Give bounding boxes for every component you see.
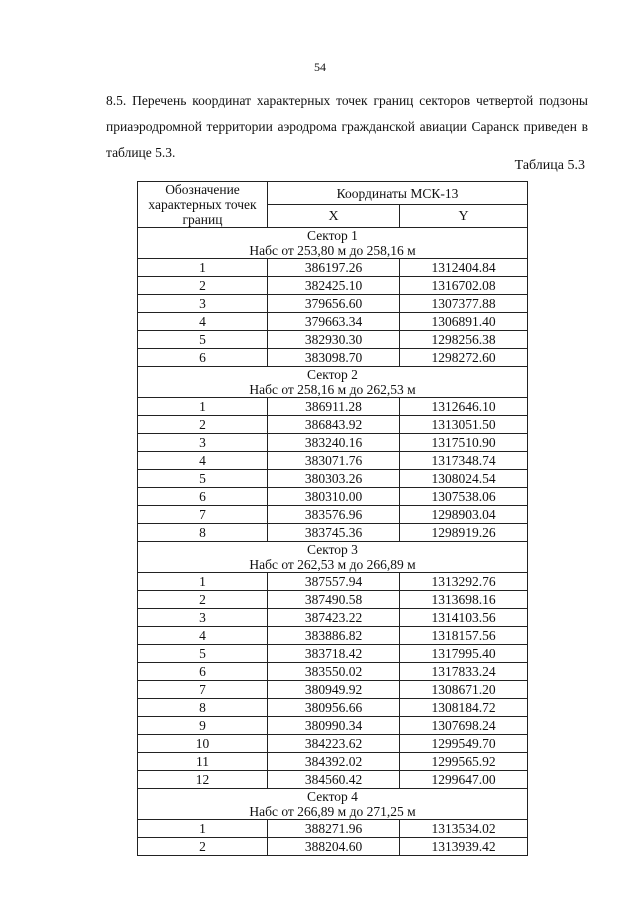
sector-height-range: Набс от 266,89 м до 271,25 м [249, 804, 416, 819]
sector-header [138, 367, 528, 398]
y-coordinate-cell: 1308024.54 [400, 470, 528, 488]
table-row [138, 717, 528, 735]
y-coordinate-cell: 1307538.06 [400, 488, 528, 506]
table-row [138, 452, 528, 470]
y-coordinate-cell: 1314103.56 [400, 609, 528, 627]
x-coordinate-cell: 387490.58 [268, 591, 400, 609]
x-coordinate-cell: 388204.60 [268, 838, 400, 856]
point-number-cell: 6 [138, 488, 268, 506]
point-number-cell: 3 [138, 434, 268, 452]
y-coordinate-cell: 1307377.88 [400, 295, 528, 313]
x-coordinate-cell: 379656.60 [268, 295, 400, 313]
table-row [138, 313, 528, 331]
x-coordinate-cell: 380956.66 [268, 699, 400, 717]
table-row [138, 295, 528, 313]
y-coordinate-cell: 1312646.10 [400, 398, 528, 416]
x-coordinate-cell: 380310.00 [268, 488, 400, 506]
intro-paragraph: 8.5. Перечень координат характерных точек границ секторов четвертой подзоны приаэродромной территории аэродрома гражданской авиации Саранск приведен в таблице 5.3. [106, 93, 588, 160]
x-coordinate-cell: 380949.92 [268, 681, 400, 699]
x-coordinate-cell: 382425.10 [268, 277, 400, 295]
table-body [138, 228, 528, 856]
table-row [138, 524, 528, 542]
point-number-cell: 2 [138, 838, 268, 856]
point-number-cell: 4 [138, 452, 268, 470]
table-row [138, 627, 528, 645]
sector-height-range: Набс от 262,53 м до 266,89 м [249, 557, 416, 572]
x-coordinate-cell: 379663.34 [268, 313, 400, 331]
table-row [138, 663, 528, 681]
x-coordinate-cell: 382930.30 [268, 331, 400, 349]
sector-title: Сектор 4 [307, 789, 358, 804]
table-row [138, 699, 528, 717]
point-number-cell: 7 [138, 506, 268, 524]
table-row [138, 573, 528, 591]
table-row [138, 416, 528, 434]
table-row [138, 645, 528, 663]
x-coordinate-cell: 383576.96 [268, 506, 400, 524]
y-coordinate-cell: 1317995.40 [400, 645, 528, 663]
sector-header [138, 789, 528, 820]
point-number-cell: 11 [138, 753, 268, 771]
x-coordinate-cell: 380303.26 [268, 470, 400, 488]
table-row [138, 470, 528, 488]
point-number-cell: 10 [138, 735, 268, 753]
page-number: 54 [314, 60, 326, 74]
y-coordinate-cell: 1313698.16 [400, 591, 528, 609]
x-coordinate-cell: 383071.76 [268, 452, 400, 470]
point-number-cell: 9 [138, 717, 268, 735]
x-coordinate-cell: 384223.62 [268, 735, 400, 753]
table-row [138, 398, 528, 416]
point-number-cell: 7 [138, 681, 268, 699]
y-coordinate-cell: 1313292.76 [400, 573, 528, 591]
table-row [138, 609, 528, 627]
sector-header-row [138, 789, 528, 820]
point-number-cell: 4 [138, 313, 268, 331]
x-coordinate-cell: 384560.42 [268, 771, 400, 789]
header-x: X [268, 205, 400, 228]
sector-header-row [138, 367, 528, 398]
x-coordinate-cell: 383098.70 [268, 349, 400, 367]
table-row [138, 591, 528, 609]
point-number-cell: 3 [138, 295, 268, 313]
y-coordinate-cell: 1307698.24 [400, 717, 528, 735]
coordinates-table [137, 181, 528, 856]
x-coordinate-cell: 386197.26 [268, 259, 400, 277]
y-coordinate-cell: 1318157.56 [400, 627, 528, 645]
point-number-cell: 5 [138, 470, 268, 488]
y-coordinate-cell: 1298256.38 [400, 331, 528, 349]
x-coordinate-cell: 383550.02 [268, 663, 400, 681]
y-coordinate-cell: 1299549.70 [400, 735, 528, 753]
point-number-cell: 2 [138, 416, 268, 434]
point-number-cell: 6 [138, 349, 268, 367]
x-coordinate-cell: 383886.82 [268, 627, 400, 645]
table-row [138, 259, 528, 277]
point-number-cell: 1 [138, 573, 268, 591]
x-coordinate-cell: 386911.28 [268, 398, 400, 416]
table-row [138, 838, 528, 856]
table-row [138, 277, 528, 295]
point-number-cell: 6 [138, 663, 268, 681]
x-coordinate-cell: 383745.36 [268, 524, 400, 542]
y-coordinate-cell: 1308671.20 [400, 681, 528, 699]
x-coordinate-cell: 383240.16 [268, 434, 400, 452]
table-row [138, 753, 528, 771]
x-coordinate-cell: 383718.42 [268, 645, 400, 663]
sector-header [138, 228, 528, 259]
sector-header-row [138, 228, 528, 259]
table-row [138, 771, 528, 789]
table-row [138, 331, 528, 349]
y-coordinate-cell: 1308184.72 [400, 699, 528, 717]
table-row [138, 434, 528, 452]
x-coordinate-cell: 387423.22 [268, 609, 400, 627]
point-number-cell: 1 [138, 259, 268, 277]
table-row [138, 349, 528, 367]
point-number-cell: 2 [138, 277, 268, 295]
point-number-cell: 1 [138, 820, 268, 838]
point-number-cell: 1 [138, 398, 268, 416]
y-coordinate-cell: 1306891.40 [400, 313, 528, 331]
point-number-cell: 8 [138, 524, 268, 542]
table-row [138, 820, 528, 838]
header-y: Y [400, 205, 528, 228]
sector-title: Сектор 1 [307, 228, 358, 243]
header-designation: Обозначение характерных точек границ [138, 182, 268, 228]
point-number-cell: 5 [138, 645, 268, 663]
point-number-cell: 2 [138, 591, 268, 609]
header-coordinates: Координаты МСК-13 [268, 182, 528, 205]
sector-header-row [138, 542, 528, 573]
y-coordinate-cell: 1317510.90 [400, 434, 528, 452]
point-number-cell: 8 [138, 699, 268, 717]
y-coordinate-cell: 1313534.02 [400, 820, 528, 838]
sector-header [138, 542, 528, 573]
x-coordinate-cell: 380990.34 [268, 717, 400, 735]
sector-height-range: Набс от 253,80 м до 258,16 м [249, 243, 416, 258]
x-coordinate-cell: 386843.92 [268, 416, 400, 434]
table-row [138, 681, 528, 699]
point-number-cell: 12 [138, 771, 268, 789]
table-header [138, 182, 528, 228]
y-coordinate-cell: 1317348.74 [400, 452, 528, 470]
y-coordinate-cell: 1313051.50 [400, 416, 528, 434]
y-coordinate-cell: 1317833.24 [400, 663, 528, 681]
y-coordinate-cell: 1298919.26 [400, 524, 528, 542]
x-coordinate-cell: 388271.96 [268, 820, 400, 838]
x-coordinate-cell: 384392.02 [268, 753, 400, 771]
table-caption: Таблица 5.3 [514, 158, 585, 173]
y-coordinate-cell: 1316702.08 [400, 277, 528, 295]
table-row [138, 735, 528, 753]
sector-title: Сектор 3 [307, 542, 358, 557]
y-coordinate-cell: 1298272.60 [400, 349, 528, 367]
point-number-cell: 3 [138, 609, 268, 627]
table-row [138, 488, 528, 506]
y-coordinate-cell: 1312404.84 [400, 259, 528, 277]
point-number-cell: 4 [138, 627, 268, 645]
y-coordinate-cell: 1299565.92 [400, 753, 528, 771]
table-row [138, 506, 528, 524]
y-coordinate-cell: 1313939.42 [400, 838, 528, 856]
sector-title: Сектор 2 [307, 367, 358, 382]
point-number-cell: 5 [138, 331, 268, 349]
y-coordinate-cell: 1299647.00 [400, 771, 528, 789]
y-coordinate-cell: 1298903.04 [400, 506, 528, 524]
x-coordinate-cell: 387557.94 [268, 573, 400, 591]
sector-height-range: Набс от 258,16 м до 262,53 м [249, 382, 416, 397]
